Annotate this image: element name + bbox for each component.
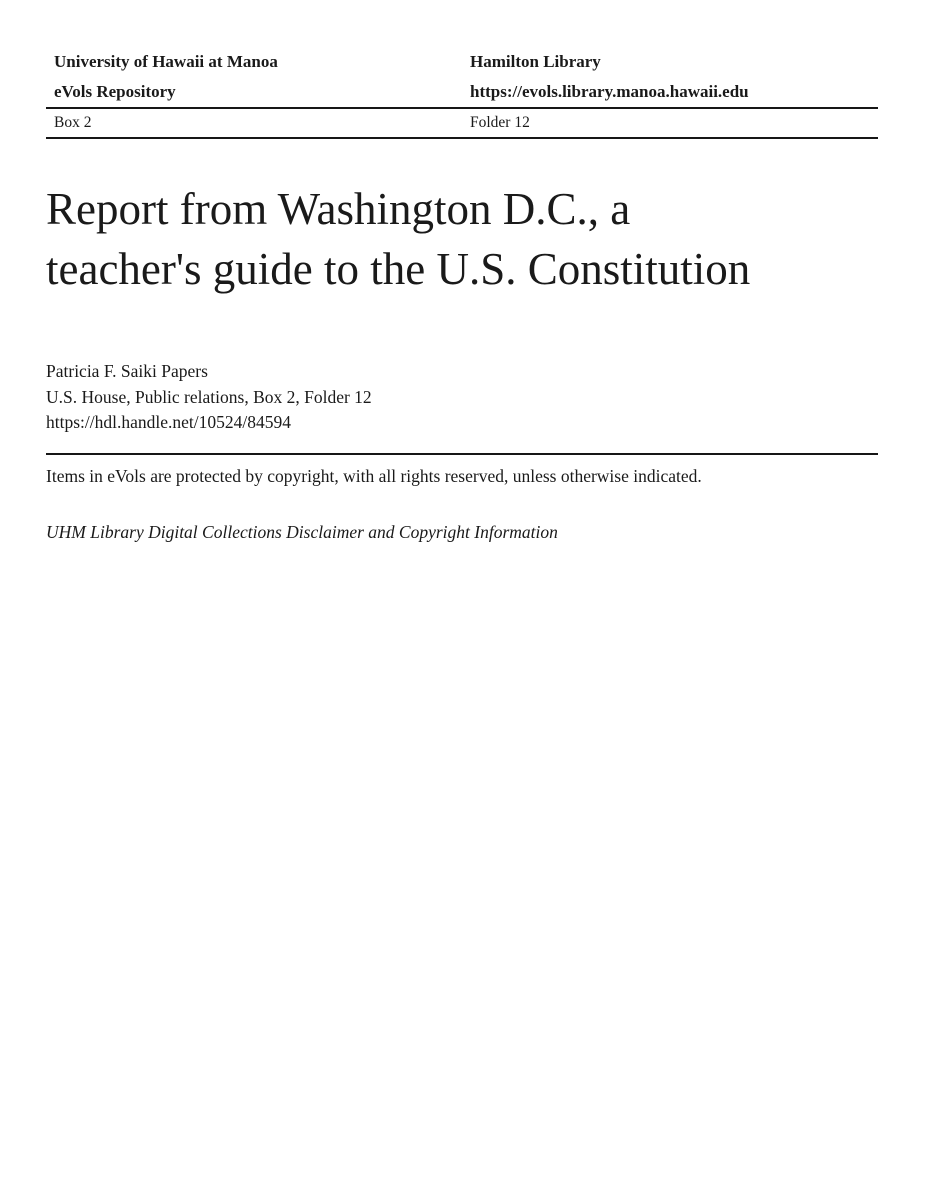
- content-column: [0, 0, 927, 546]
- copyright-notice: Items in eVols are protected by copyright, with all rights reserved, unless otherwise indicated.: [46, 465, 702, 486]
- document-title-line-2: teacher's guide to the U.S. Constitution: [46, 244, 751, 294]
- header-box-folder-row: [46, 109, 878, 139]
- box-cell: [46, 109, 462, 137]
- box-label: Box 2: [54, 114, 92, 131]
- handle-url-link[interactable]: https://hdl.handle.net/10524/84594: [46, 412, 291, 432]
- metadata-block: [46, 359, 878, 436]
- footer-divider: [46, 453, 878, 455]
- header-main-row: [46, 45, 878, 109]
- institution-name: University of Hawaii at Manoa: [54, 52, 278, 71]
- repository-url[interactable]: https://evols.library.manoa.hawaii.edu: [470, 82, 749, 101]
- header-right-cell: [462, 47, 878, 107]
- library-name: Hamilton Library: [470, 52, 601, 71]
- document-title-line-1: Report from Washington D.C., a: [46, 184, 631, 234]
- folder-cell: [462, 109, 878, 137]
- folder-label: Folder 12: [470, 114, 530, 131]
- document-title: [46, 179, 878, 299]
- header-left-cell: [46, 47, 462, 107]
- disclaimer-link[interactable]: UHM Library Digital Collections Disclaimer and Copyright Information: [46, 522, 558, 542]
- source-location: U.S. House, Public relations, Box 2, Folder 12: [46, 386, 372, 407]
- collection-name: Patricia F. Saiki Papers: [46, 361, 208, 381]
- repository-name: eVols Repository: [54, 82, 176, 101]
- disclaimer-paragraph: [46, 520, 878, 546]
